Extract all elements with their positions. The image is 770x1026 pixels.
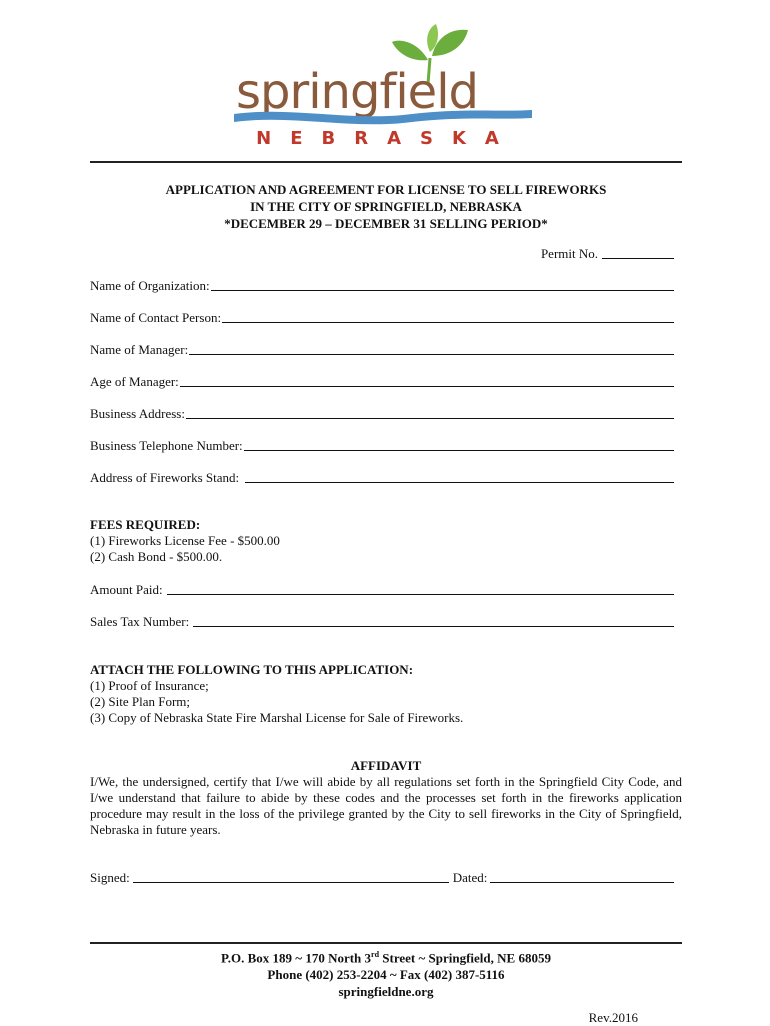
business-phone-field[interactable] <box>90 438 674 454</box>
organization-field[interactable] <box>90 278 674 294</box>
footer <box>90 946 682 1000</box>
contact-label: Name of Contact Person: <box>90 310 222 325</box>
date-blank[interactable] <box>490 870 674 883</box>
document-title <box>90 181 682 232</box>
age-label: Age of Manager: <box>90 374 179 389</box>
sales-tax-blank[interactable] <box>193 614 674 627</box>
footer-website[interactable]: springfieldne.org <box>338 984 434 1000</box>
manager-blank[interactable] <box>189 342 674 355</box>
manager-field[interactable] <box>90 342 674 358</box>
amount-paid-blank[interactable] <box>167 582 674 595</box>
attachment-item: (2) Site Plan Form; <box>90 694 191 709</box>
manager-label: Name of Manager: <box>90 342 189 357</box>
amount-paid-label: Amount Paid: <box>90 582 163 597</box>
signed-label: Signed: <box>90 870 130 885</box>
leaf-icon <box>392 41 428 61</box>
age-blank[interactable] <box>180 374 674 387</box>
fees-heading: FEES REQUIRED: <box>90 517 201 532</box>
contact-field[interactable] <box>90 310 674 326</box>
fee-item: (1) Fireworks License Fee - $500.00 <box>90 533 280 548</box>
stand-address-label: Address of Fireworks Stand: <box>90 470 240 485</box>
stand-address-field[interactable] <box>90 470 674 486</box>
signature-row <box>90 870 674 886</box>
affidavit-text: I/We, the undersigned, certify that I/we will abide by all regulations set forth in the Springfield City Code, and I/we understand that failure to abide by these codes and the processes set forth in the fireworks application procedure may result in the loss of the privilege granted by the City to sell fireworks in the City of Springfield, Nebraska in future years. <box>90 774 682 837</box>
attachments-section <box>90 662 463 726</box>
business-address-field[interactable] <box>90 406 674 422</box>
revision-label: Rev.2016 <box>588 1010 638 1025</box>
attachment-item: (3) Copy of Nebraska State Fire Marshal License for Sale of Fireworks. <box>90 710 464 725</box>
amount-paid-field[interactable] <box>90 582 674 598</box>
permit-blank[interactable] <box>602 246 674 259</box>
attachment-item: (1) Proof of Insurance; <box>90 678 209 693</box>
footer-divider <box>90 942 682 944</box>
organization-label: Name of Organization: <box>90 278 210 293</box>
title-line-1: APPLICATION AND AGREEMENT FOR LICENSE TO SELL FIREWORKS <box>165 182 607 197</box>
contact-blank[interactable] <box>222 310 674 323</box>
business-phone-blank[interactable] <box>244 438 674 451</box>
header-divider <box>90 161 682 163</box>
signature-blank[interactable] <box>133 870 449 883</box>
permit-number-field[interactable] <box>474 246 674 262</box>
dated-label: Dated: <box>452 870 488 885</box>
stand-address-blank[interactable] <box>245 470 674 483</box>
title-line-3: *DECEMBER 29 – DECEMBER 31 SELLING PERIOD* <box>224 216 548 231</box>
business-phone-label: Business Telephone Number: <box>90 438 243 453</box>
age-field[interactable] <box>90 374 674 390</box>
footer-address: P.O. Box 189 ~ 170 North 3rd Street ~ Springfield, NE 68059 <box>221 950 551 966</box>
logo-wordmark: springfield <box>236 64 479 120</box>
fee-item: (2) Cash Bond - $500.00. <box>90 549 223 564</box>
title-line-2: IN THE CITY OF SPRINGFIELD, NEBRASKA <box>250 199 522 214</box>
fees-section <box>90 517 280 565</box>
sales-tax-field[interactable] <box>90 614 674 630</box>
attachments-heading: ATTACH THE FOLLOWING TO THIS APPLICATION: <box>90 662 414 677</box>
logo-subtitle: NEBRASKA <box>256 128 518 149</box>
springfield-logo <box>232 22 542 152</box>
organization-blank[interactable] <box>211 278 674 291</box>
business-address-label: Business Address: <box>90 406 185 421</box>
footer-phone: Phone (402) 253-2204 ~ Fax (402) 387-5116 <box>267 967 505 983</box>
sales-tax-label: Sales Tax Number: <box>90 614 190 629</box>
permit-label: Permit No. <box>540 246 598 261</box>
affidavit-title: AFFIDAVIT <box>350 758 422 773</box>
business-address-blank[interactable] <box>186 406 674 419</box>
